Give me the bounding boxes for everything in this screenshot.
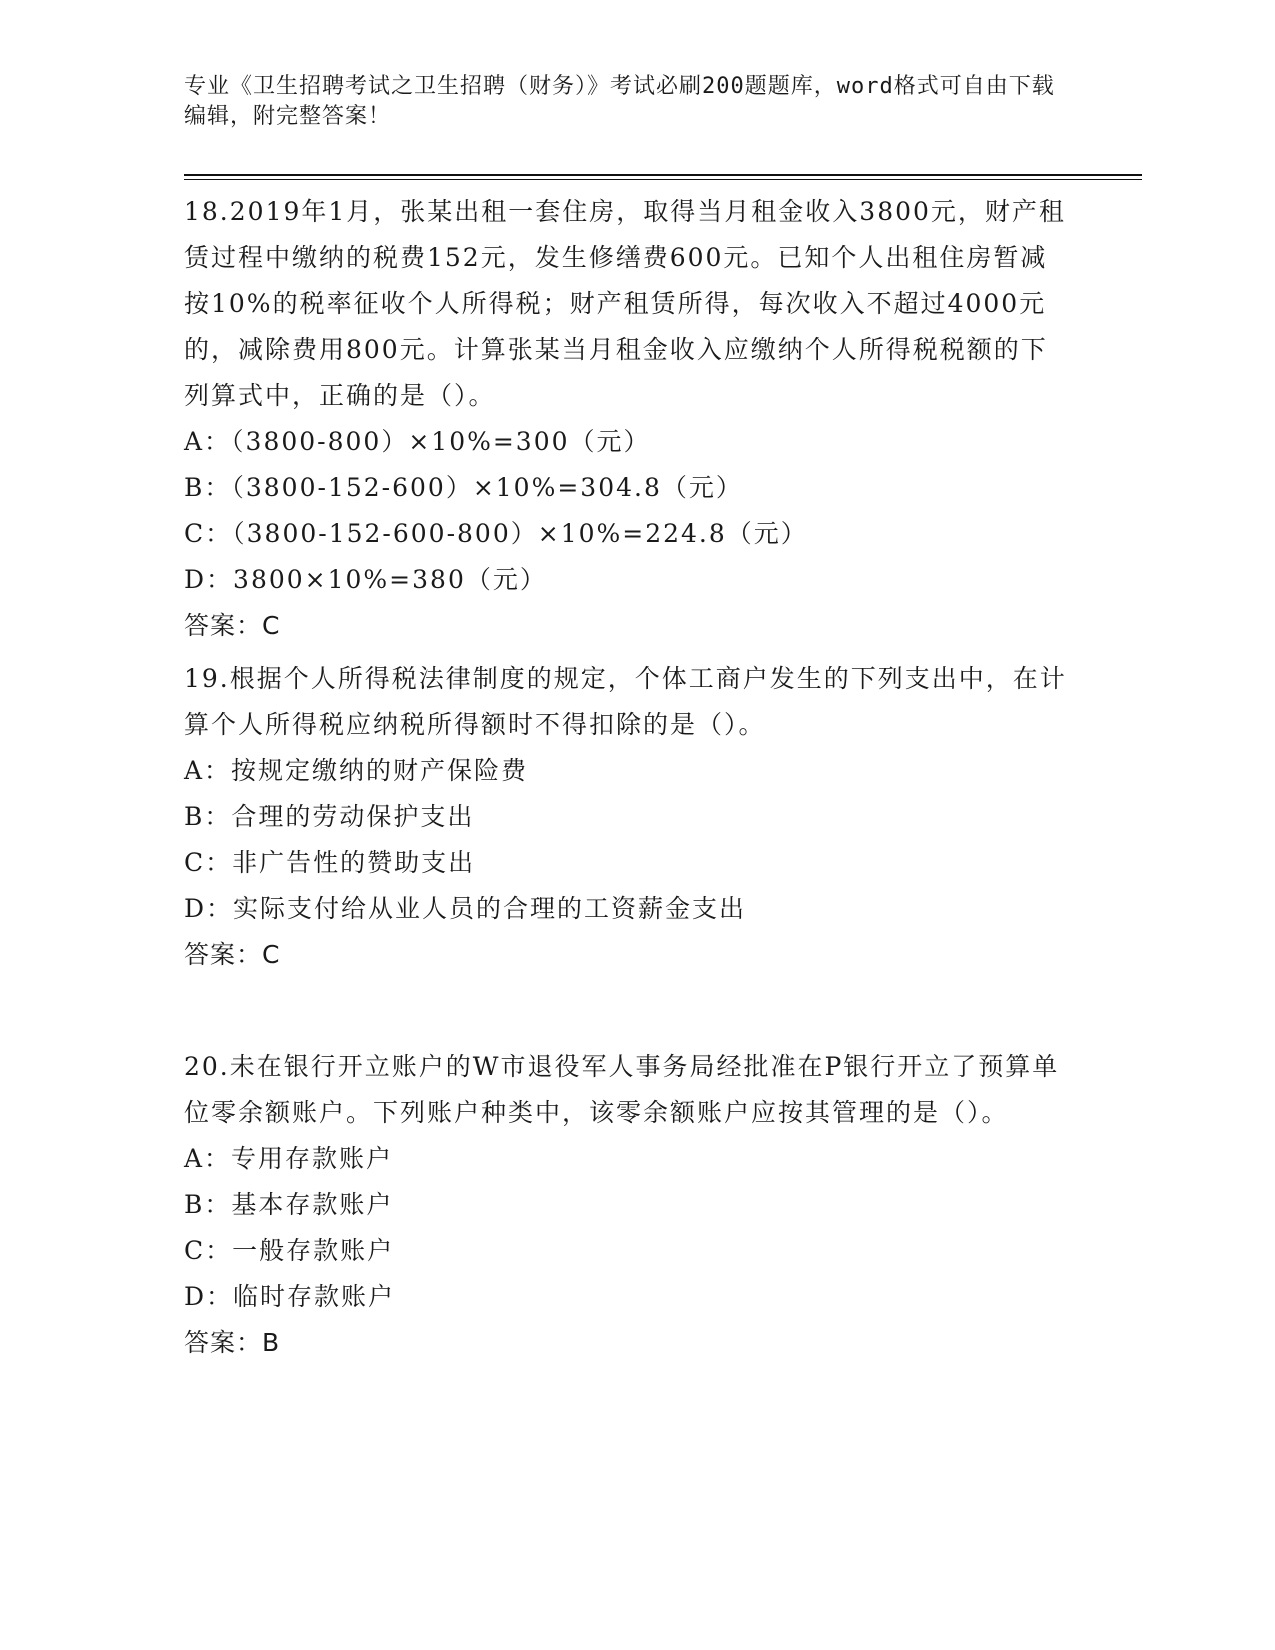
header-divider-thin (184, 179, 1142, 180)
option-b: B：基本存款账户 (184, 1190, 394, 1219)
document-header: 专业《卫生招聘考试之卫生招聘（财务）》考试必刷200题题库，word格式可自由下载编辑，附完整答案！ (184, 74, 1055, 129)
option-d: D：3800×10%=380（元） (184, 565, 547, 594)
question-18 (184, 189, 1074, 649)
question-20 (184, 1044, 1074, 1366)
question-19 (184, 656, 1074, 978)
header-divider-thick (184, 174, 1142, 176)
question-stem: 20.未在银行开立账户的W市退役军人事务局经批准在P银行开立了预算单位零余额账户。下列账户种类中，该零余额账户应按其管理的是（）。 (184, 1052, 1060, 1127)
answer-label: 答案：C (184, 940, 281, 969)
option-c: C：一般存款账户 (184, 1236, 395, 1265)
option-a: A：按规定缴纳的财产保险费 (184, 756, 529, 785)
answer-label: 答案：C (184, 611, 281, 640)
option-b: B：（3800-152-600）×10%=304.8（元） (184, 473, 743, 502)
option-a: A：专用存款账户 (184, 1144, 394, 1173)
answer-label: 答案：B (184, 1328, 281, 1357)
option-d: D：临时存款账户 (184, 1282, 396, 1311)
option-b: B：合理的劳动保护支出 (184, 802, 475, 831)
option-d: D：实际支付给从业人员的合理的工资薪金支出 (184, 894, 747, 923)
question-stem: 19.根据个人所得税法律制度的规定，个体工商户发生的下列支出中，在计算个人所得税应纳税所得额时不得扣除的是（）。 (184, 664, 1067, 739)
question-stem: 18.2019年1月，张某出租一套住房，取得当月租金收入3800元，财产租赁过程中缴纳的税费152元，发生修缮费600元。已知个人出租住房暂减按10%的税率征收个人所得税；财产租赁所得，每次收入不超过4000元的，减除费用800元。计算张某当月租金收入应缴纳个人所得税税额的下列算式中，正确的是（）。 (184, 197, 1066, 410)
option-c: C：非广告性的赞助支出 (184, 848, 476, 877)
option-a: A：（3800-800）×10%=300（元） (184, 427, 651, 456)
option-c: C：（3800-152-600-800）×10%=224.8（元） (184, 519, 808, 548)
